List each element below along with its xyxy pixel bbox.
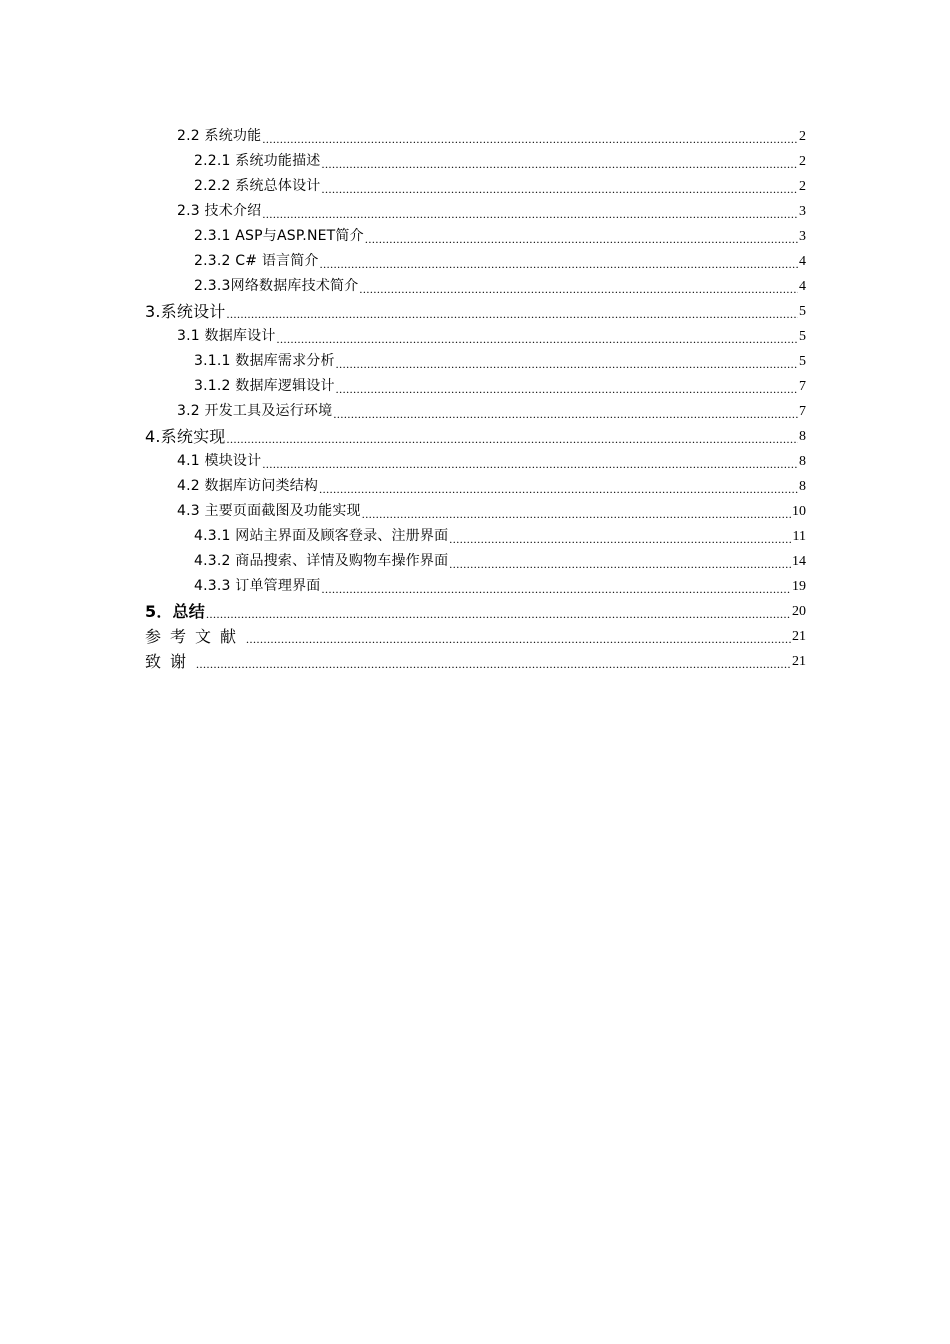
toc-dot-leader xyxy=(321,179,798,199)
toc-dot-leader xyxy=(336,354,798,374)
toc-entry-title: 4.3.1 网站主界面及顾客登录、注册界面 xyxy=(194,528,449,544)
toc-dot-leader xyxy=(333,404,798,424)
toc-entry-title: 2.3.3网络数据库技术简介 xyxy=(194,278,359,294)
toc-dot-leader xyxy=(365,229,798,249)
toc-entry xyxy=(145,199,806,224)
toc-page-number: 3 xyxy=(799,204,806,219)
toc-entry-title: 3.系统设计 xyxy=(145,302,226,321)
toc-dot-leader xyxy=(262,454,798,474)
toc-page-number: 7 xyxy=(799,379,806,394)
toc-entry-title: 2.3 技术介绍 xyxy=(177,203,262,219)
toc-entry xyxy=(145,574,806,599)
toc-entry-title: 2.2.2 系统总体设计 xyxy=(194,178,321,194)
toc-entry-title: 4.2 数据库访问类结构 xyxy=(177,478,319,494)
toc-page-number: 10 xyxy=(792,504,806,519)
toc-entry-title: 4.1 模块设计 xyxy=(177,453,262,469)
toc-entry-title: 2.3.2 C# 语言简介 xyxy=(194,253,319,269)
toc-entry-title: 3.1 数据库设计 xyxy=(177,328,276,344)
toc-dot-leader xyxy=(226,304,798,324)
toc-entry xyxy=(145,549,806,574)
toc-page-number: 21 xyxy=(792,629,806,644)
toc-entry-title: 3.1.1 数据库需求分析 xyxy=(194,353,335,369)
toc-dot-leader xyxy=(362,504,791,524)
toc-dot-leader xyxy=(226,429,798,449)
toc-entry xyxy=(145,124,806,149)
toc-page-number: 4 xyxy=(799,279,806,294)
toc-page-number: 5 xyxy=(799,304,806,319)
toc-dot-leader xyxy=(449,529,791,549)
toc-dot-leader xyxy=(262,204,798,224)
toc-dot-leader xyxy=(321,154,798,174)
toc-entry xyxy=(145,624,806,649)
toc-entry xyxy=(145,424,806,449)
toc-dot-leader xyxy=(359,279,798,299)
toc-page-number: 3 xyxy=(799,229,806,244)
toc-entry xyxy=(145,149,806,174)
toc-entry xyxy=(145,474,806,499)
toc-entry xyxy=(145,274,806,299)
toc-dot-leader xyxy=(319,479,798,499)
toc-dot-leader xyxy=(321,579,791,599)
toc-page-number: 8 xyxy=(799,479,806,494)
toc-entry-title: 2.2 系统功能 xyxy=(177,128,262,144)
toc-entry-title: 2.3.1 ASP与ASP.NET简介 xyxy=(194,228,364,244)
toc-entry xyxy=(145,374,806,399)
toc-entry xyxy=(145,224,806,249)
toc-entry-title: 参考文献 xyxy=(145,627,246,646)
toc-entry xyxy=(145,324,806,349)
toc-entry xyxy=(145,499,806,524)
toc-dot-leader xyxy=(246,629,791,649)
toc-entry xyxy=(145,599,806,624)
toc-page-number: 19 xyxy=(792,579,806,594)
toc-entry-title: 3.2 开发工具及运行环境 xyxy=(177,403,333,419)
toc-page-number: 8 xyxy=(799,429,806,444)
toc-entry xyxy=(145,349,806,374)
toc-entry-title: 3.1.2 数据库逻辑设计 xyxy=(194,378,335,394)
toc-entry-title: 2.2.1 系统功能描述 xyxy=(194,153,321,169)
toc-entry-title: 4.3.2 商品搜索、详情及购物车操作界面 xyxy=(194,553,449,569)
toc-entry-title: 4.系统实现 xyxy=(145,427,226,446)
toc-dot-leader xyxy=(277,329,798,349)
toc-dot-leader xyxy=(206,604,791,624)
toc-page-number: 14 xyxy=(792,554,806,569)
toc-dot-leader xyxy=(336,379,798,399)
toc-entry-title: 4.3.3 订单管理界面 xyxy=(194,578,321,594)
toc-entry xyxy=(145,649,806,674)
toc-page-number: 2 xyxy=(799,129,806,144)
toc-entry-title: 5．总结 xyxy=(145,602,205,621)
toc-entry xyxy=(145,174,806,199)
toc-entry xyxy=(145,299,806,324)
toc-page-number: 11 xyxy=(792,529,806,544)
toc-dot-leader xyxy=(449,554,791,574)
toc-dot-leader xyxy=(262,129,798,149)
toc-page-number: 2 xyxy=(799,179,806,194)
toc-page-number: 21 xyxy=(792,654,806,669)
toc-entry-title: 4.3 主要页面截图及功能实现 xyxy=(177,503,361,519)
toc-entry xyxy=(145,524,806,549)
toc-entry-title: 致谢 xyxy=(145,652,196,671)
toc-page-number: 20 xyxy=(792,604,806,619)
toc-page-number: 5 xyxy=(799,354,806,369)
toc-page-number: 7 xyxy=(799,404,806,419)
toc-page-number: 4 xyxy=(799,254,806,269)
toc-page-number: 8 xyxy=(799,454,806,469)
toc-entry xyxy=(145,399,806,424)
toc-entry xyxy=(145,449,806,474)
toc-dot-leader xyxy=(196,654,791,674)
toc-page-number: 5 xyxy=(799,329,806,344)
toc-dot-leader xyxy=(320,254,798,274)
toc-entry xyxy=(145,249,806,274)
toc-page-number: 2 xyxy=(799,154,806,169)
table-of-contents xyxy=(145,124,806,674)
